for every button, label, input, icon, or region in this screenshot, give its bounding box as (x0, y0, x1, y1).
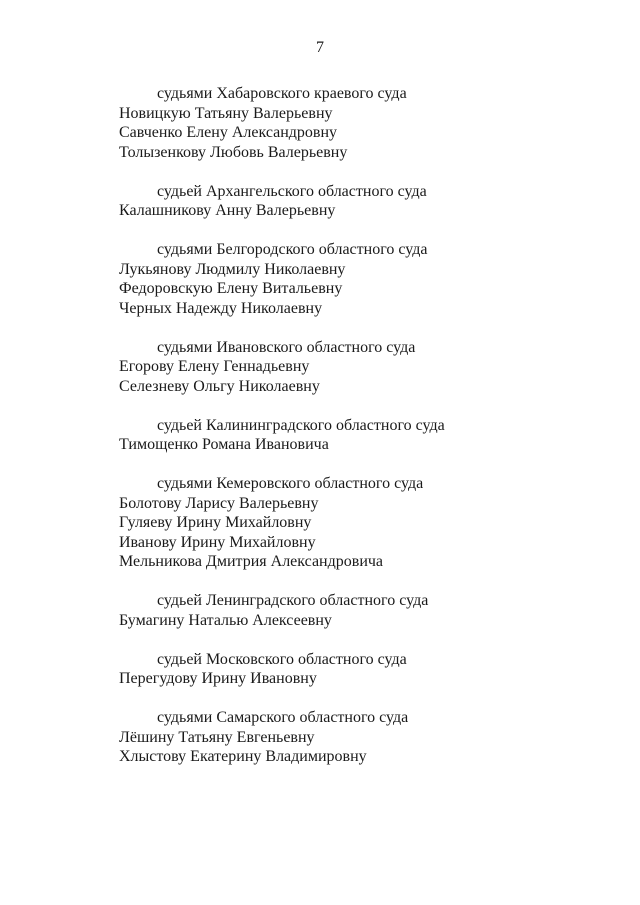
court-heading: судьями Хабаровского краевого суда (157, 85, 407, 102)
court-heading: судьей Московского областного суда (157, 650, 407, 668)
judge-name: Толызенкову Любовь Валерьевну (119, 143, 348, 161)
court-section-samara (119, 708, 619, 767)
judge-name: Хлыстову Екатерину Владимировну (119, 748, 367, 765)
court-heading: судьей Калининградского областного суда (157, 416, 445, 434)
judge-name: Тимощенко Романа Ивановича (119, 436, 329, 453)
judge-name: Новицкую Татьяну Валерьевну (119, 104, 333, 122)
court-section-khabarovsk (119, 84, 619, 162)
court-heading: судьями Белгородского областного суда (157, 241, 428, 258)
court-section-arkhangelsk (119, 182, 619, 221)
court-heading: судьями Самарского областного суда (157, 709, 409, 726)
judge-name: Калашникову Анну Валерьевну (119, 202, 336, 219)
court-section-kemerovo (119, 474, 619, 572)
court-section-ivanovo (119, 338, 619, 397)
judge-name: Болотову Ларису Валерьевну (119, 494, 319, 512)
court-heading: судьей Ленинградского областного суда (157, 592, 429, 609)
court-section-belgorod (119, 240, 619, 318)
judge-name: Мельникова Дмитрия Александровича (119, 553, 384, 570)
judge-name: Иванову Ирину Михайловну (119, 533, 316, 551)
judge-name: Савченко Елену Александровну (119, 124, 338, 141)
page-number: 7 (316, 39, 324, 56)
court-section-leningrad (119, 591, 619, 630)
court-heading: судьями Ивановского областного суда (157, 338, 416, 356)
judge-name: Перегудову Ирину Ивановну (119, 670, 317, 687)
judge-name: Лёшину Татьяну Евгеньевну (119, 728, 315, 746)
judge-name: Селезневу Ольгу Николаевну (119, 377, 320, 395)
court-heading: судьей Архангельского областного суда (157, 182, 427, 200)
judge-name: Гуляеву Ирину Михайловну (119, 514, 312, 531)
court-heading: судьями Кемеровского областного суда (157, 475, 424, 492)
court-section-moscow-oblast (119, 650, 619, 689)
judge-name: Лукьянову Людмилу Николаевну (119, 260, 346, 278)
judge-name: Черных Надежду Николаевну (119, 299, 323, 317)
judge-name: Федоровскую Елену Витальевну (119, 280, 343, 297)
document-body (119, 84, 619, 767)
judge-name: Егорову Елену Геннадьевну (119, 358, 310, 375)
court-section-kaliningrad (119, 416, 619, 455)
judge-name: Бумагину Наталью Алексеевну (119, 611, 332, 629)
